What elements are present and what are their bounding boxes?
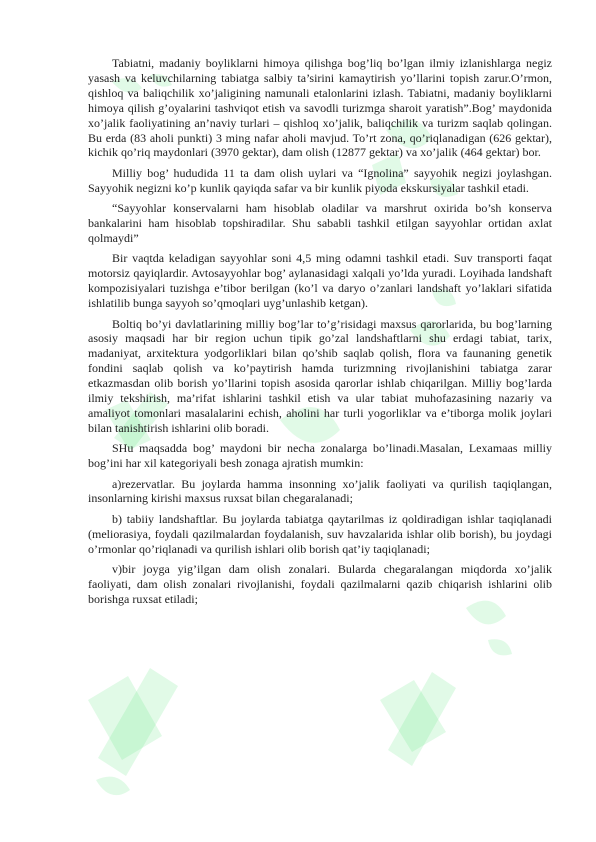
document-body bbox=[88, 56, 552, 612]
paragraph: Tabiatni, madaniy boyliklarni himoya qilishga bog’liq bo’lgan ilmiy izlanishlarga negiz yasash va keluvchilarning tabiatga salbiy ta’sirini kamaytirish yo’llarini topish zarur.O’rmon, qishloq va baliqchilik xo’jaligining namunali etalonlarini izlash. Tabiatni, madaniy boyliklarni himoya qilish g’oyalarini tashviqot etish va savodli turizmga sharoit yaratish”.Bog’ maydonida xo’jalik faoliyatining an’naviy turlari – qishloq xo’jalik, baliqchilik va turizm saqlab qolingan. Bu erda (83 aholi punkti) 3 ming nafar aholi mavjud. To’rt zona, qo’riqlanadigan (626 gektar), kichik qo’riq maydonlari (3970 gektar), dam olish (12877 gektar) va xo’jalik (464 gektar) bor. bbox=[88, 56, 552, 160]
paragraph: a)rezervatlar. Bu joylarda hamma insonning xo’jalik faoliyati va qurilish taqiqlangan, insonlarning kirishi maxsus ruxsat bilan chegaralanadi; bbox=[88, 476, 552, 506]
paragraph: Bir vaqtda keladigan sayyohlar soni 4,5 ming odamni tashkil etadi. Suv transporti faqat motorsiz qayiqlardir. Avtosayyohlar bog’ aylanasidagi xalqali yo’lda yuradi. Loyihada landshaft kompozisiyalari tuzishga e’tibor berilgan (ko’l va daryo o’zanlari landshaft yo’laklari sifatida ishlatilib bunga sayyoh so’qmoqlari uyg’unlashib ketgan). bbox=[88, 251, 552, 311]
paragraph: “Sayyohlar konservalarni ham hisoblab oladilar va marshrut oxirida bo’sh konserva bankalarini ham hisoblab topshiradilar. Shu sababli tashkil etilgan sayyohlar ortidan axlat qolmaydi” bbox=[88, 201, 552, 245]
paragraph: v)bir joyga yig’ilgan dam olish zonalari. Bularda chegaralangan miqdorda xo’jalik faoliyati, dam olish zonalari rivojlanishi, foydali qazilmalarni qazib chiqarish ishlarini olib borishga ruxsat etiladi; bbox=[88, 562, 552, 606]
paragraph: Boltiq bo’yi davlatlarining milliy bog’lar to’g’risidagi maxsus qarorlarida, bu bog’larning asosiy maqsadi har bir region uchun tipik go’zal landshaftlarni shu erdagi tabiat, tarix, madaniyat, arxitektura yodgorliklari bilan qo’shib saqlab qolish, flora va faunaning genetik fondini saqlab qolish va ko’paytirish hamda turizmning rivojlanishini tabiatga zarar etkazmasdan olib borish yo’llarini topish asosida qarorlar ishlab chiqarilgan. Milliy bog’larda ilmiy tekshirish, ma’rifat ishlarini tashkil etish va ular tabiat muhofazasining nazariy va amaliyot tomonlari masalalarini echish, aholini har turli yogorliklar va e’tiborga molik joylari bilan tanishtirish ishlarini olib boradi. bbox=[88, 316, 552, 435]
paragraph: SHu maqsadda bog’ maydoni bir necha zonalarga bo’linadi.Masalan, Lexamaas milliy bog’ini har xil kategoriyali besh zonaga ajratish mumkin: bbox=[88, 441, 552, 471]
paragraph: Milliy bog’ hududida 11 ta dam olish uylari va “Ignolina” sayyohik negizi joylashgan. Sayyohik negizni ko’p kunlik qayiqda safar va bir kunlik piyoda ekskursiyalar tashkil etadi. bbox=[88, 165, 552, 195]
paragraph: b) tabiiy landshaftlar. Bu joylarda tabiatga qaytarilmas iz qoldiradigan ishlar taqiqlanadi (meliorasiya, foydali qazilmalardan foydalanish, suv havzalarida ishlar olib borish), bu joydagi o’rmonlar qo’riqlanadi va qurilish ishlari olib borish qat’iy taqiqlanadi; bbox=[88, 511, 552, 556]
